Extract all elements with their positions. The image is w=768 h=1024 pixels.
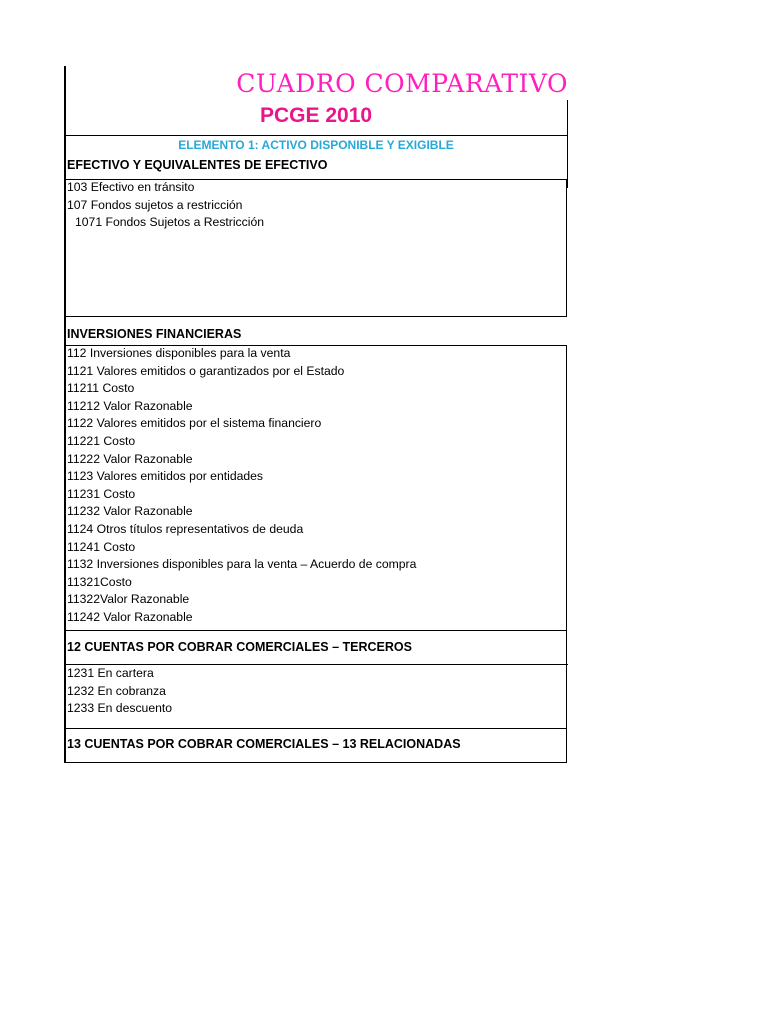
list-item: 1123 Valores emitidos por entidades: [67, 469, 264, 484]
list-item: 107 Fondos sujetos a restricción: [67, 197, 243, 212]
item-list-cuentas-terceros: [67, 665, 172, 718]
list-item: 1122 Valores emitidos por el sistema financiero: [67, 416, 322, 431]
list-item: 1121 Valores emitidos o garantizados por el Estado: [67, 363, 345, 378]
list-item: 11242 Valor Razonable: [67, 609, 193, 624]
list-item: 112 Inversiones disponibles para la venta: [67, 346, 291, 360]
header-divider: [64, 135, 568, 136]
list-item: 11232 Valor Razonable: [67, 504, 193, 519]
list-item: 1132 Inversiones disponibles para la venta – Acuerdo de compra: [67, 557, 417, 572]
document-subtitle: PCGE 2010: [260, 104, 373, 127]
section-heading-inversiones: INVERSIONES FINANCIERAS: [67, 327, 242, 341]
list-item: 1233 En descuento: [67, 701, 173, 716]
list-item: 11222 Valor Razonable: [67, 451, 193, 466]
list-item: 1232 En cobranza: [67, 683, 166, 698]
list-item: 11322Valor Razonable: [67, 592, 190, 607]
list-item: 103 Efectivo en tránsito: [67, 180, 195, 194]
element-heading: ELEMENTO 1: ACTIVO DISPONIBLE Y EXIGIBLE: [178, 138, 454, 152]
list-item: 1071 Fondos Sujetos a Restricción: [75, 215, 265, 230]
section-heading-cuentas-terceros: 12 CUENTAS POR COBRAR COMERCIALES – TERCEROS: [67, 640, 412, 654]
document-title: CUADRO COMPARATIVO: [236, 69, 568, 98]
list-item: 1124 Otros títulos representativos de deuda: [67, 521, 304, 536]
list-item: 11321Costo: [67, 574, 132, 589]
list-item: 11211 Costo: [67, 381, 135, 396]
section-heading-cuentas-relacionadas: 13 CUENTAS POR COBRAR COMERCIALES – 13 RELACIONADAS: [67, 737, 461, 751]
list-item: 1231 En cartera: [67, 666, 154, 680]
list-item: 11231 Costo: [67, 486, 136, 501]
list-item: 11212 Valor Razonable: [67, 398, 193, 413]
item-list-efectivo: [67, 179, 264, 232]
list-item: 11221 Costo: [67, 433, 136, 448]
comparison-sheet: [64, 66, 568, 766]
section-heading-efectivo: EFECTIVO Y EQUIVALENTES DE EFECTIVO: [67, 158, 328, 172]
list-item: 11241 Costo: [67, 539, 136, 554]
item-list-inversiones: [67, 345, 416, 627]
